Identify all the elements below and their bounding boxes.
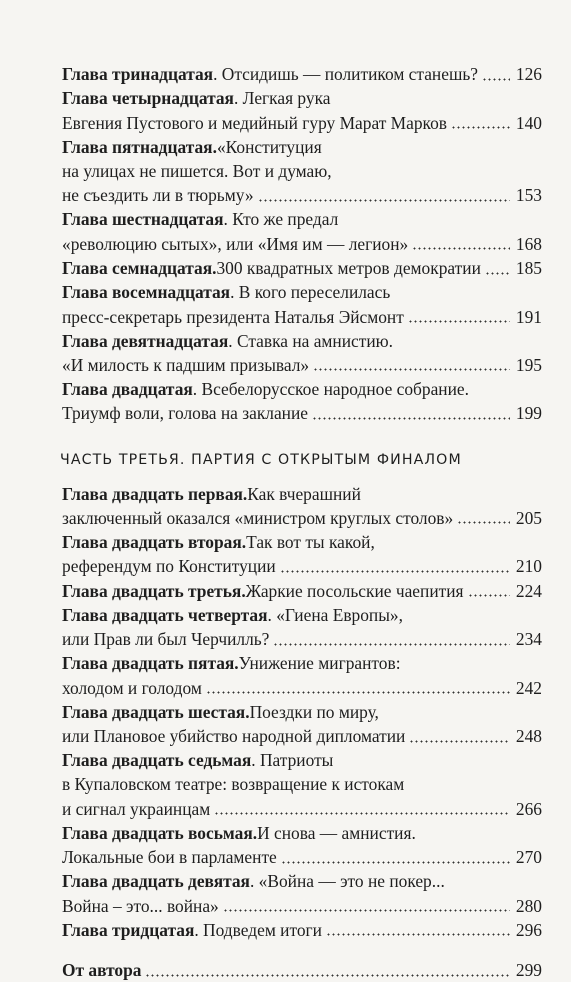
page-number: 140 (515, 112, 542, 133)
dot-leader (409, 726, 510, 744)
toc-entry[interactable] (62, 256, 542, 280)
toc-entry[interactable] (62, 280, 542, 328)
entry-text: 300 квадратных метров демократии (216, 258, 481, 279)
dot-leader (408, 306, 510, 324)
dot-leader (485, 258, 510, 276)
dot-leader (280, 556, 510, 574)
toc-entry[interactable] (62, 135, 542, 208)
toc-line (62, 506, 542, 530)
entry-text: Жаркие посольские чаепития (245, 580, 464, 601)
entry-text: на улицах не пишется. Вот и думаю, (62, 160, 332, 181)
toc-line (62, 651, 542, 675)
page-number: 242 (515, 677, 542, 698)
entry-heading: Глава тридцатая (62, 919, 195, 940)
page-number: 153 (515, 185, 542, 206)
entry-heading: Глава тринадцатая (62, 64, 214, 85)
entry-heading: Глава семнадцатая. (62, 258, 217, 279)
toc-line (62, 135, 542, 159)
toc-line (62, 482, 542, 506)
dot-leader (214, 798, 510, 816)
entry-text: . Ставка на амнистию. (228, 330, 394, 351)
entry-heading: Глава двадцать вторая. (62, 531, 247, 552)
entry-heading: Глава двадцать девятая (62, 871, 250, 892)
toc-entry[interactable] (62, 748, 542, 821)
entry-text: пресс-секретарь президента Наталья Эйсмонт (62, 306, 404, 327)
entry-text: Поездки по миру, (249, 701, 379, 722)
entry-text: «Конституция (216, 136, 322, 157)
entry-text: не съездить ли в тюрьму» (62, 185, 254, 206)
page-number: 199 (515, 403, 542, 424)
toc-line (62, 554, 542, 578)
entry-heading: От автора (62, 960, 142, 981)
page-number: 185 (515, 258, 542, 279)
toc-entry[interactable] (62, 918, 542, 942)
entry-heading: Глава двадцать шестая. (62, 701, 250, 722)
entry-heading: Глава четырнадцатая (62, 88, 234, 109)
page-number: 248 (515, 726, 542, 747)
toc-line (62, 159, 542, 183)
entry-text: . Кто же предал (223, 209, 339, 230)
entry-text: Унижение мигрантов: (238, 653, 401, 674)
toc-line (62, 700, 542, 724)
toc-line (62, 377, 542, 401)
entry-text: . «Война — это не покер... (249, 871, 445, 892)
toc-entry[interactable] (62, 700, 542, 748)
dot-leader (326, 919, 510, 937)
entry-heading: Глава двадцать восьмая. (62, 822, 258, 843)
toc-line (62, 353, 542, 377)
toc-line (62, 772, 542, 796)
page-number: 210 (515, 556, 542, 577)
toc-line (62, 748, 542, 772)
entry-text: Евгения Пустового и медийный гуру Марат Марков (62, 112, 448, 133)
page-number: 296 (515, 919, 542, 940)
dot-leader (412, 233, 510, 251)
toc-entry[interactable] (62, 482, 542, 530)
entry-heading: Глава восемнадцатая (62, 282, 231, 303)
toc-entry[interactable] (62, 821, 542, 869)
entry-text: Локальные бои в парламенте (62, 847, 277, 868)
toc-entry[interactable] (62, 329, 542, 377)
page-number: 270 (515, 847, 542, 868)
entry-heading: Глава двадцать седьмая (62, 750, 252, 771)
dot-leader (258, 185, 510, 203)
entry-text: Как вчерашний (247, 483, 361, 504)
toc-entry[interactable] (62, 603, 542, 651)
toc-line (62, 530, 542, 554)
toc-line (62, 627, 542, 651)
entry-text: . Легкая рука (233, 88, 331, 109)
table-of-contents (62, 62, 542, 982)
entry-text: . В кого переселилась (230, 282, 391, 303)
entry-heading: Глава шестнадцатая (62, 209, 224, 230)
toc-line (62, 304, 542, 328)
toc-line (62, 256, 542, 280)
toc-entry[interactable] (62, 651, 542, 699)
entry-text: . Отсидишь — политиком станешь? (213, 64, 478, 85)
entry-text: . Патриоты (251, 750, 334, 771)
toc-line (62, 329, 542, 353)
toc-line (62, 110, 542, 134)
page-number: 205 (515, 507, 542, 528)
entry-text: Война – это... война» (62, 895, 219, 916)
toc-line (62, 62, 542, 86)
toc-entry[interactable] (62, 578, 542, 602)
entry-heading: Глава двадцать пятая. (62, 653, 239, 674)
dot-leader (273, 629, 510, 647)
toc-entry[interactable] (62, 62, 542, 86)
page-number: 195 (515, 354, 542, 375)
toc-line (62, 845, 542, 869)
toc-line (62, 958, 542, 982)
page-number: 224 (515, 580, 542, 601)
entry-heading: Глава девятнадцатая (62, 330, 229, 351)
dot-leader (313, 354, 510, 372)
toc-entry[interactable] (62, 377, 542, 425)
part-three-heading: ЧАСТЬ ТРЕТЬЯ. ПАРТИЯ С ОТКРЫТЫМ ФИНАЛОМ (60, 451, 462, 468)
toc-line (62, 401, 542, 425)
toc-entry[interactable] (62, 869, 542, 917)
toc-entry-author[interactable] (62, 958, 542, 982)
entry-text: и сигнал украинцам (62, 798, 211, 819)
toc-line (62, 231, 542, 255)
entry-heading: Глава пятнадцатая. (62, 136, 217, 157)
toc-entry[interactable] (62, 530, 542, 578)
toc-line (62, 893, 542, 917)
dot-leader (281, 847, 510, 865)
entry-text: референдум по Конституции (62, 556, 276, 577)
toc-line (62, 183, 542, 207)
dot-leader (206, 677, 510, 695)
entry-text: или Прав ли был Черчилль? (62, 629, 270, 650)
dot-leader (451, 112, 510, 130)
toc-line (62, 675, 542, 699)
toc-line (62, 578, 542, 602)
entry-text: «И милость к падшим призывал» (62, 354, 310, 375)
dot-leader (482, 64, 510, 82)
page-number: 234 (515, 629, 542, 650)
toc-line (62, 724, 542, 748)
entry-text: . Подведем итоги (194, 919, 322, 940)
dot-leader (457, 507, 510, 525)
page-number: 266 (515, 798, 542, 819)
page-number: 191 (515, 306, 542, 327)
page-number: 280 (515, 895, 542, 916)
entry-heading: Глава двадцать первая. (62, 483, 248, 504)
toc-entry[interactable] (62, 207, 542, 255)
toc-part-two-chapters (62, 62, 542, 426)
toc-line (62, 821, 542, 845)
toc-line (62, 280, 542, 304)
entry-text: заключенный оказался «министром круглых столов» (62, 507, 454, 528)
entry-text: Триумф воли, голова на заклание (62, 403, 309, 424)
page-number: 168 (515, 233, 542, 254)
dot-leader (312, 403, 510, 421)
entry-text: в Купаловском театре: возвращение к истокам (62, 774, 405, 795)
entry-heading: Глава двадцать четвертая (62, 604, 268, 625)
toc-entry[interactable] (62, 86, 542, 134)
toc-line (62, 869, 542, 893)
entry-heading: Глава двадцатая (62, 379, 193, 400)
entry-text: или Плановое убийство народной дипломатии (62, 726, 406, 747)
toc-part-three-chapters (62, 482, 542, 942)
toc-line (62, 207, 542, 231)
entry-text: . «Гиена Европы», (267, 604, 403, 625)
page-number: 299 (515, 960, 542, 981)
entry-text: . Всебелорусское народное собрание. (192, 379, 469, 400)
dot-leader (145, 960, 510, 978)
toc-line (62, 603, 542, 627)
dot-leader (468, 580, 510, 598)
entry-text: И снова — амнистия. (257, 822, 416, 843)
dot-leader (223, 895, 510, 913)
toc-line (62, 86, 542, 110)
entry-text: Так вот ты какой, (246, 531, 375, 552)
toc-line (62, 796, 542, 820)
entry-text: «революцию сытых», или «Имя им — легион» (62, 233, 409, 254)
toc-line (62, 918, 542, 942)
entry-heading: Глава двадцать третья. (62, 580, 246, 601)
entry-text: холодом и голодом (62, 677, 202, 698)
page-number: 126 (515, 64, 542, 85)
